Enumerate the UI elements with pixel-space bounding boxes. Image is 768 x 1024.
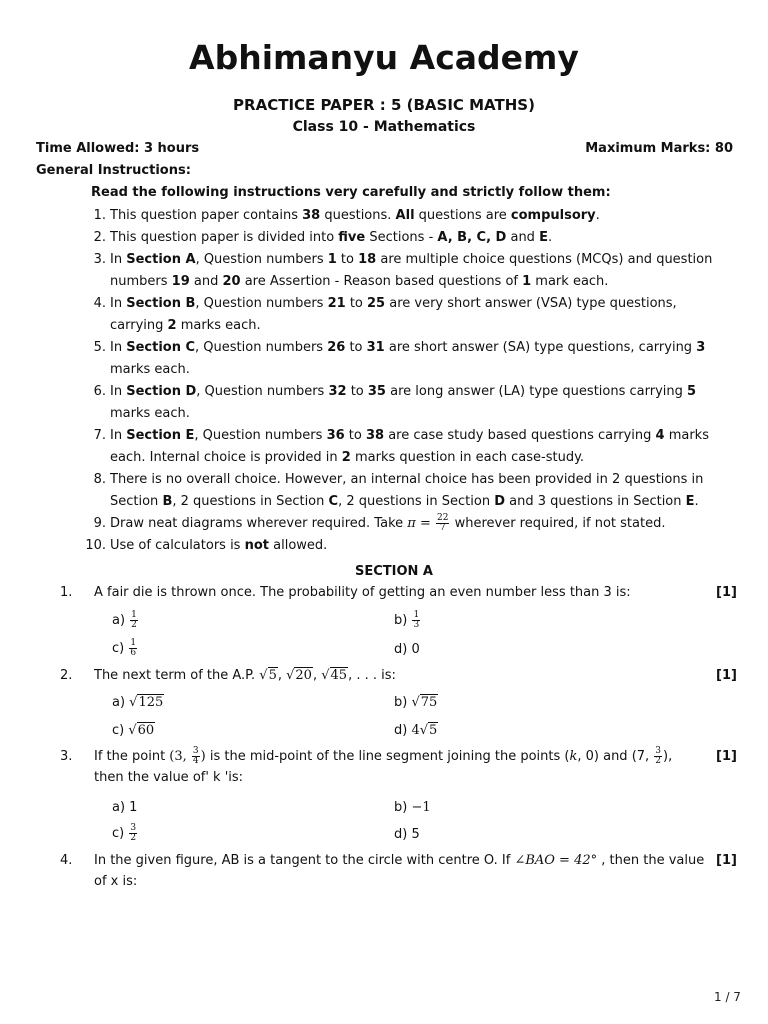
fraction-denominator: 2	[655, 756, 662, 766]
instruction-bold: 35	[367, 384, 386, 399]
option-label: d)	[394, 723, 412, 738]
instruction-bold: 26	[327, 340, 346, 355]
instruction-text: allowed.	[269, 538, 328, 553]
instruction-bold: five	[338, 230, 366, 245]
radicand: 5	[268, 668, 277, 683]
instruction-text: questions are	[414, 208, 511, 223]
instruction-text: , Question numbers	[195, 296, 328, 311]
instruction-number: 3.	[93, 252, 106, 267]
question-number-1: 1.	[60, 585, 73, 600]
instruction-text: are case study based questions carrying	[384, 428, 656, 443]
instruction-bold: 32	[328, 384, 347, 399]
question-text: , . . . is:	[348, 668, 396, 683]
question-text: is the mid-point of the line segment joining the points (	[205, 749, 570, 764]
instruction-text: are Assertion - Reason based questions of	[240, 274, 523, 289]
sqrt-term: √60	[128, 723, 155, 738]
fraction-numerator: 3	[192, 746, 199, 756]
option-label: c)	[112, 723, 129, 738]
instruction-text: to	[346, 384, 368, 399]
radicand: 5	[429, 723, 438, 738]
option-label: d)	[394, 642, 412, 657]
fraction-denominator: 2	[130, 833, 137, 843]
general-instructions-heading: General Instructions:	[36, 163, 191, 178]
q1-option-a	[112, 611, 139, 630]
fraction-denominator: 7	[439, 523, 446, 533]
instructions-list	[85, 205, 730, 557]
question-text-4	[94, 850, 706, 892]
fraction-numerator: 3	[130, 823, 137, 833]
instruction-bold: 5	[687, 384, 697, 399]
instruction-number: 7.	[93, 428, 106, 443]
pi-fraction	[436, 514, 449, 533]
angle-expression: ∠BAO = 42°	[514, 853, 598, 868]
page-title: Abhimanyu Academy	[189, 38, 579, 77]
instruction-bold: 25	[367, 296, 386, 311]
q1-option-d	[394, 642, 420, 657]
sqrt-term: √5	[259, 668, 277, 683]
maximum-marks: Maximum Marks: 80	[585, 141, 733, 156]
instructions-note: Read the following instructions very carefully and strictly follow them:	[91, 185, 611, 200]
question-marks-4: [1]	[716, 853, 737, 868]
sqrt-term: √125	[129, 695, 164, 710]
point-fraction	[192, 747, 200, 766]
paper-title: PRACTICE PAPER : 5 (BASIC MATHS)	[233, 96, 535, 114]
option-value: 1	[129, 800, 138, 815]
option-value: −1	[411, 800, 431, 815]
instruction-number: 1.	[93, 208, 106, 223]
fraction-numerator: 22	[436, 513, 449, 523]
instruction-item	[93, 227, 730, 249]
instruction-bold: 18	[358, 252, 377, 267]
instruction-text: are long answer (LA) type questions carrying	[385, 384, 688, 399]
q3-option-a	[112, 800, 137, 815]
option-value: 5	[411, 827, 420, 842]
instruction-number: 4.	[93, 296, 106, 311]
instruction-item	[93, 469, 730, 513]
instruction-bold: A, B, C, D	[437, 230, 507, 245]
question-number-4: 4.	[60, 853, 73, 868]
instruction-text: marks each. Internal choice is provided in	[110, 428, 709, 465]
instruction-text: , Question numbers	[194, 428, 327, 443]
instruction-text: Draw neat diagrams wherever required. Take	[110, 516, 408, 531]
instruction-text: Use of calculators is	[110, 538, 245, 553]
instruction-text: .	[547, 230, 553, 245]
instruction-bold: 19	[171, 274, 190, 289]
instruction-bold: 36	[326, 428, 345, 443]
instruction-number: 2.	[93, 230, 106, 245]
instruction-text: to	[345, 296, 368, 311]
instruction-text: This question paper is divided into	[110, 230, 339, 245]
instruction-bold: D	[494, 494, 506, 509]
instruction-text: , 2 questions in Section	[338, 494, 495, 509]
radicand: 45	[330, 668, 348, 683]
page-number: 1 / 7	[714, 990, 741, 1004]
option-label: a)	[112, 613, 130, 628]
option-fraction	[412, 611, 420, 630]
fraction-denominator: 6	[130, 648, 137, 658]
instruction-bold: Section D	[126, 384, 197, 399]
fraction-denominator: 2	[131, 620, 137, 630]
time-allowed: Time Allowed: 3 hours	[36, 141, 200, 156]
instruction-text: Sections -	[365, 230, 438, 245]
instruction-bold: Section E	[126, 428, 195, 443]
instruction-text: , Question numbers	[196, 384, 329, 399]
q1-option-b	[394, 611, 421, 630]
instruction-text: , Question numbers	[195, 340, 328, 355]
instruction-text: There is no overall choice. However, an internal choice has been provided in 2 questions in Section	[110, 472, 704, 509]
question-marks-2: [1]	[716, 668, 737, 683]
instruction-text: .	[694, 494, 699, 509]
option-label: d)	[394, 827, 412, 842]
instruction-item	[93, 249, 730, 293]
question-text: If the point	[94, 749, 170, 764]
radicand: 20	[295, 668, 312, 683]
instruction-text: and	[506, 230, 540, 245]
question-text-1: A fair die is thrown once. The probability of getting an even number less than 3 is:	[94, 585, 631, 600]
instruction-text: marks each.	[110, 362, 190, 377]
instruction-text: and 3 questions in Section	[505, 494, 686, 509]
instruction-item	[93, 205, 730, 227]
instruction-bold: 31	[366, 340, 385, 355]
q3-option-b	[394, 800, 431, 815]
instruction-bold: 1	[522, 274, 532, 289]
question-marks-3: [1]	[716, 749, 737, 764]
option-label: c)	[112, 826, 129, 841]
class-subtitle: Class 10 - Mathematics	[292, 119, 476, 135]
instruction-text: This question paper contains	[110, 208, 303, 223]
radicand: 125	[138, 695, 164, 710]
instruction-bold: Section C	[126, 340, 196, 355]
section-a-heading: SECTION A	[354, 564, 433, 579]
q2-option-a	[112, 695, 164, 710]
instruction-number: 10.	[85, 538, 106, 553]
fraction-denominator: 3	[413, 620, 420, 630]
q2-option-c	[112, 723, 155, 738]
instruction-text: .	[595, 208, 600, 223]
radicand: 75	[420, 695, 438, 710]
instruction-item	[93, 293, 730, 337]
instruction-text: and	[189, 274, 223, 289]
instruction-bold: 20	[222, 274, 241, 289]
instruction-text: are very short answer (VSA) type questions, carrying	[110, 296, 677, 333]
option-label: a)	[112, 695, 130, 710]
instruction-item	[93, 337, 730, 381]
instruction-text: marks each.	[176, 318, 261, 333]
question-text: In the given figure, AB is a tangent to the circle with centre O. If	[94, 853, 515, 868]
instruction-bold: All	[395, 208, 415, 223]
sqrt-term: √75	[411, 695, 438, 710]
question-number-2: 2.	[60, 668, 73, 683]
instruction-text: to	[345, 340, 367, 355]
equals-sign: =	[415, 516, 435, 531]
option-label: c)	[112, 641, 129, 656]
instruction-number: 6.	[93, 384, 106, 399]
option-fraction	[129, 639, 137, 658]
instruction-text: marks question in each case-study.	[350, 450, 585, 465]
instruction-item	[93, 425, 730, 469]
instruction-bold: C	[328, 494, 339, 509]
instruction-bold: Section A	[126, 252, 196, 267]
instruction-text: questions.	[320, 208, 396, 223]
q2-option-d	[394, 723, 438, 738]
option-value: 0	[411, 642, 420, 657]
instruction-bold: 38	[365, 428, 385, 443]
instruction-text: wherever required, if not stated.	[450, 516, 666, 531]
option-label: b)	[394, 613, 412, 628]
instruction-text: In	[110, 340, 127, 355]
instruction-item	[93, 381, 730, 425]
instruction-bold: Section B	[126, 296, 196, 311]
fraction-denominator: 4	[192, 756, 199, 766]
question-text: ), then the value of' k 'is:	[94, 749, 673, 785]
question-marks-1: [1]	[716, 585, 737, 600]
option-label: b)	[394, 800, 412, 815]
instruction-number: 5.	[93, 340, 106, 355]
radicand: 60	[137, 723, 155, 738]
instruction-bold: 4	[655, 428, 665, 443]
instruction-bold: B	[162, 494, 173, 509]
instruction-bold: 38	[302, 208, 321, 223]
q3-option-d	[394, 827, 420, 842]
instruction-bold: compulsory	[510, 208, 596, 223]
instruction-text: In	[110, 252, 127, 267]
point-open: (3,	[169, 749, 191, 764]
instruction-text: are multiple choice questions (MCQs) and question numbers	[110, 252, 713, 289]
point-fraction	[654, 747, 662, 766]
point-close: )	[200, 749, 206, 764]
sqrt-term: √45	[321, 668, 348, 683]
pi-symbol: π	[407, 516, 416, 531]
instruction-bold: not	[244, 538, 269, 553]
option-label: b)	[394, 695, 412, 710]
q2-option-b	[394, 695, 438, 710]
question-number-3: 3.	[60, 749, 73, 764]
instruction-bold: 1	[327, 252, 337, 267]
instruction-bold: E	[539, 230, 548, 245]
instruction-bold: 2	[167, 318, 177, 333]
fraction-numerator: 1	[131, 610, 137, 620]
instruction-text: In	[110, 384, 127, 399]
instruction-text: to	[336, 252, 359, 267]
question-text-2	[94, 665, 694, 686]
separator: ,	[277, 668, 287, 683]
question-text: The next term of the A.P.	[94, 668, 260, 683]
sqrt-term: √5	[419, 723, 438, 738]
instruction-bold: 3	[696, 340, 706, 355]
question-text-3	[94, 746, 704, 788]
instruction-text: In	[110, 428, 127, 443]
fraction-numerator: 3	[655, 746, 662, 756]
fraction-numerator: 1	[413, 610, 420, 620]
instruction-text: , Question numbers	[195, 252, 328, 267]
sqrt-term: √20	[286, 668, 312, 683]
instruction-number: 8.	[93, 472, 106, 487]
instruction-number: 9.	[93, 516, 106, 531]
variable-k: k	[569, 749, 578, 764]
q3-option-c	[112, 824, 138, 843]
instruction-item	[93, 513, 730, 535]
instruction-bold: E	[685, 494, 695, 509]
instruction-text: In	[110, 296, 127, 311]
coefficient: 4	[411, 723, 420, 738]
instruction-text: are short answer (SA) type questions, carrying	[384, 340, 697, 355]
separator: ,	[312, 668, 322, 683]
instruction-text: mark each.	[531, 274, 609, 289]
instruction-text: , 2 questions in Section	[172, 494, 329, 509]
fraction-numerator: 1	[130, 638, 137, 648]
question-text: , then the value of x is:	[94, 853, 705, 889]
option-fraction	[129, 824, 137, 843]
instruction-item	[85, 535, 730, 557]
question-text: , 0) and (7,	[577, 749, 654, 764]
instruction-bold: 21	[327, 296, 346, 311]
instruction-text: marks each.	[110, 406, 190, 421]
q1-option-c	[112, 639, 138, 658]
instruction-text: to	[344, 428, 366, 443]
option-label: a)	[112, 800, 130, 815]
option-fraction	[130, 611, 138, 630]
instruction-bold: 2	[341, 450, 351, 465]
